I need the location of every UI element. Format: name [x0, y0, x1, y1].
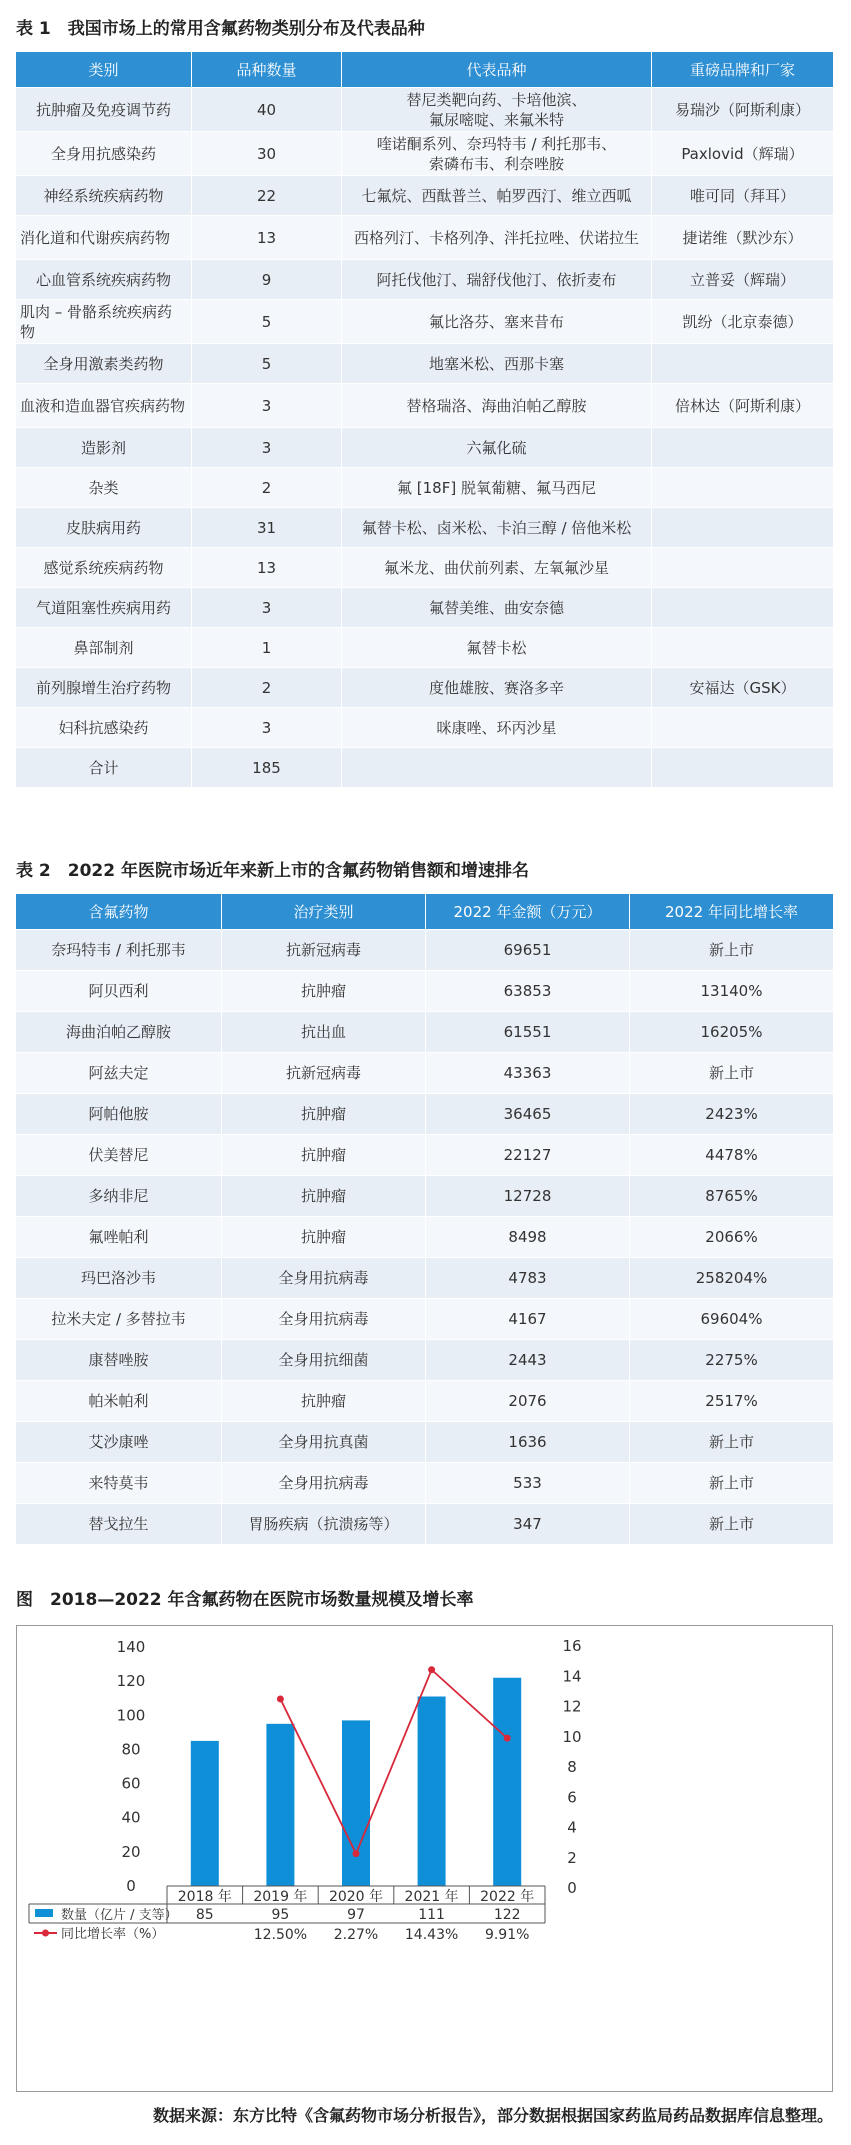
category-cell: 肌肉 – 骨骼系统疾病药物: [16, 299, 192, 343]
count-cell: 13: [192, 215, 342, 259]
y-right-tick-label: 8: [567, 1758, 577, 1776]
table-row: [16, 1421, 833, 1462]
table-row: [16, 1052, 833, 1093]
table-cell: 多纳非尼: [16, 1175, 222, 1216]
category-cell: 鼻部制剂: [16, 627, 192, 667]
table-cell: 258204%: [630, 1257, 833, 1298]
table-cell: 533: [426, 1462, 630, 1503]
table-cell: 抗肿瘤: [222, 1093, 426, 1134]
table-cell: 12728: [426, 1175, 630, 1216]
table-cell: 玛巴洛沙韦: [16, 1257, 222, 1298]
table-row: [16, 547, 833, 587]
column-header: 重磅品牌和厂家: [652, 52, 833, 87]
y-left-tick-label: 20: [121, 1842, 141, 1861]
y-right-tick-label: 12: [562, 1697, 582, 1716]
representative-cell: 氟米龙、曲伏前列素、左氧氟沙星: [342, 547, 652, 587]
count-cell: 5: [192, 299, 342, 343]
x-tick-label: 2020 年: [328, 1889, 384, 1905]
y-right-tick-label: 2: [567, 1848, 577, 1867]
representative-cell: 七氟烷、西酞普兰、帕罗西汀、维立西呱: [342, 175, 652, 215]
representative-cell: 氟替卡松、卤米松、卡泊三醇 / 倍他米松: [342, 507, 652, 547]
table-cell: 新上市: [630, 1052, 833, 1093]
table-row: [16, 1298, 833, 1339]
table-cell: 奈玛特韦 / 利托那韦: [16, 929, 222, 970]
table-cell: 阿兹夫定: [16, 1052, 222, 1093]
table-cell: 8765%: [630, 1175, 833, 1216]
table-cell: 2443: [426, 1339, 630, 1380]
figure-caption: 图 2018—2022 年含氟药物在医院市场数量规模及增长率: [16, 1590, 474, 1610]
count-cell: 30: [192, 131, 342, 175]
table-row: [16, 1216, 833, 1257]
bar-data-label: 122: [493, 1907, 521, 1923]
table-cell: 氟唑帕利: [16, 1216, 222, 1257]
table-row: [16, 1503, 833, 1544]
growth-point: [428, 1666, 435, 1673]
table-row: [16, 1093, 833, 1134]
table-row: [16, 707, 833, 747]
table-cell: 2076: [426, 1380, 630, 1421]
table-cell: 2066%: [630, 1216, 833, 1257]
table-cell: 艾沙康唑: [16, 1421, 222, 1462]
table-row: [16, 343, 833, 383]
bar-data-label: 95: [271, 1907, 290, 1923]
table-cell: 16205%: [630, 1011, 833, 1052]
line-data-label: 9.91%: [484, 1927, 530, 1943]
table-cell: 69651: [426, 929, 630, 970]
table-row: [16, 383, 833, 427]
y-right-tick-label: 10: [562, 1727, 582, 1746]
category-cell: 杂类: [16, 467, 192, 507]
representative-cell: 度他雄胺、赛洛多辛: [342, 667, 652, 707]
table-cell: 新上市: [630, 929, 833, 970]
table-row: [16, 1462, 833, 1503]
table-row: [16, 299, 833, 343]
representative-cell: 喹诺酮系列、奈玛特韦 / 利托那韦、 索磷布韦、利奈唑胺: [342, 131, 652, 175]
column-header: 含氟药物: [16, 894, 222, 929]
table-row: [16, 1339, 833, 1380]
category-cell: 造影剂: [16, 427, 192, 467]
representative-cell: 氟替美维、曲安奈德: [342, 587, 652, 627]
table-cell: 4478%: [630, 1134, 833, 1175]
brand-cell: 捷诺维（默沙东）: [652, 215, 833, 259]
x-tick-label: 2021 年: [404, 1889, 459, 1905]
table-cell: 抗肿瘤: [222, 970, 426, 1011]
table-cell: 全身用抗病毒: [222, 1462, 426, 1503]
table1-caption: 表 1 我国市场上的常用含氟药物类别分布及代表品种: [16, 19, 425, 39]
y-right-tick-label: 4: [567, 1818, 577, 1837]
table-cell: 全身用抗病毒: [222, 1257, 426, 1298]
x-tick-label: 2019 年: [253, 1889, 308, 1905]
table-row: [16, 1175, 833, 1216]
table-cell: 替戈拉生: [16, 1503, 222, 1544]
y-left-tick-label: 140: [116, 1638, 146, 1656]
brand-cell: 安福达（GSK）: [652, 667, 833, 707]
bar-data-label: 111: [418, 1907, 445, 1923]
category-cell: 全身用抗感染药: [16, 131, 192, 175]
table-row: [16, 1380, 833, 1421]
growth-point: [504, 1735, 511, 1742]
column-header: 2022 年同比增长率: [630, 894, 833, 929]
table-cell: 2423%: [630, 1093, 833, 1134]
table-cell: 2517%: [630, 1380, 833, 1421]
brand-cell: 立普妥（辉瑞）: [652, 259, 833, 299]
count-cell: 31: [192, 507, 342, 547]
table-cell: 新上市: [630, 1421, 833, 1462]
legend-line-label: 同比增长率（%）: [61, 1927, 165, 1942]
table-cell: 8498: [426, 1216, 630, 1257]
category-cell: 气道阻塞性疾病用药: [16, 587, 192, 627]
bar: [418, 1697, 446, 1886]
count-cell: 13: [192, 547, 342, 587]
table-row: [16, 215, 833, 259]
count-cell: 3: [192, 383, 342, 427]
table-cell: 阿帕他胺: [16, 1093, 222, 1134]
column-header: 2022 年金额（万元）: [426, 894, 630, 929]
growth-point: [277, 1695, 284, 1702]
category-cell: 神经系统疾病药物: [16, 175, 192, 215]
table-row: [16, 587, 833, 627]
growth-point: [353, 1850, 360, 1857]
column-header: 代表品种: [342, 52, 652, 87]
count-cell: 9: [192, 259, 342, 299]
y-left-tick-label: 120: [116, 1672, 146, 1691]
table-cell: 13140%: [630, 970, 833, 1011]
y-left-tick-label: 0: [126, 1877, 136, 1895]
table-cell: 阿贝西利: [16, 970, 222, 1011]
table-row: [16, 467, 833, 507]
table-cell: 69604%: [630, 1298, 833, 1339]
line-data-label: 12.50%: [253, 1927, 308, 1943]
brand-cell: [652, 587, 833, 627]
bar-data-label: 97: [347, 1907, 365, 1923]
table-cell: 4783: [426, 1257, 630, 1298]
brand-cell: Paxlovid（辉瑞）: [652, 131, 833, 175]
representative-cell: 氟替卡松: [342, 627, 652, 667]
y-left-tick-label: 80: [121, 1740, 141, 1759]
category-cell: 合计: [16, 747, 192, 787]
y-left-tick-label: 60: [121, 1774, 141, 1793]
representative-cell: 氟比洛芬、塞来昔布: [342, 299, 652, 343]
table-cell: 1636: [426, 1421, 630, 1462]
legend-line-marker: [42, 1930, 49, 1937]
table-cell: 全身用抗细菌: [222, 1339, 426, 1380]
column-header: 治疗类别: [222, 894, 426, 929]
column-header: 类别: [16, 52, 192, 87]
table-row: [16, 87, 833, 131]
count-cell: 185: [192, 747, 342, 787]
header-row: [16, 894, 833, 929]
table-cell: 抗肿瘤: [222, 1134, 426, 1175]
bar: [266, 1724, 294, 1886]
line-data-label: 2.27%: [333, 1927, 379, 1943]
legend-bar-label: 数量（亿片 / 支等）: [61, 1908, 178, 1923]
table-row: [16, 1011, 833, 1052]
x-tick-label: 2022 年: [480, 1889, 535, 1905]
table-cell: 抗新冠病毒: [222, 929, 426, 970]
table-cell: 海曲泊帕乙醇胺: [16, 1011, 222, 1052]
bar: [191, 1741, 219, 1886]
table-cell: 抗出血: [222, 1011, 426, 1052]
source-note: 数据来源：东方比特《含氟药物市场分析报告》，部分数据根据国家药监局药品数据库信息整理。: [152, 2106, 833, 2125]
legend-bar-swatch: [35, 1909, 53, 1917]
table-row: [16, 970, 833, 1011]
representative-cell: 替格瑞洛、海曲泊帕乙醇胺: [342, 383, 652, 427]
bar-data-label: 85: [195, 1907, 214, 1923]
brand-cell: [652, 343, 833, 383]
bar: [493, 1678, 521, 1886]
growth-line: [280, 1670, 507, 1854]
table-row: [16, 131, 833, 175]
brand-cell: [652, 627, 833, 667]
count-cell: 3: [192, 587, 342, 627]
category-cell: 抗肿瘤及免疫调节药: [16, 87, 192, 131]
table-row: [16, 1134, 833, 1175]
table-cell: 康替唑胺: [16, 1339, 222, 1380]
count-cell: 1: [192, 627, 342, 667]
category-cell: 心血管系统疾病药物: [16, 259, 192, 299]
table-row: [16, 1257, 833, 1298]
line-data-label: 14.43%: [404, 1927, 459, 1943]
table-cell: 43363: [426, 1052, 630, 1093]
table-row: [16, 627, 833, 667]
bar-line-chart: [17, 1626, 832, 2091]
x-tick-label: 2018 年: [177, 1889, 232, 1905]
representative-cell: [342, 747, 652, 787]
table-cell: 61551: [426, 1011, 630, 1052]
table2-caption: 表 2 2022 年医院市场近年来新上市的含氟药物销售额和增速排名: [16, 861, 529, 881]
bar: [342, 1720, 370, 1886]
chart-container: [16, 1625, 833, 2092]
category-cell: 血液和造血器官疾病药物: [16, 383, 192, 427]
table-cell: 36465: [426, 1093, 630, 1134]
brand-cell: [652, 427, 833, 467]
y-right-tick-label: 16: [562, 1637, 582, 1655]
column-header: 品种数量: [192, 52, 342, 87]
table-cell: 伏美替尼: [16, 1134, 222, 1175]
y-left-tick-label: 100: [116, 1706, 146, 1725]
table-cell: 2275%: [630, 1339, 833, 1380]
brand-cell: 唯可同（拜耳）: [652, 175, 833, 215]
brand-cell: [652, 467, 833, 507]
table-cell: 全身用抗真菌: [222, 1421, 426, 1462]
table-cell: 帕米帕利: [16, 1380, 222, 1421]
table-cell: 347: [426, 1503, 630, 1544]
table-cell: 抗肿瘤: [222, 1175, 426, 1216]
category-cell: 全身用激素类药物: [16, 343, 192, 383]
table-cell: 22127: [426, 1134, 630, 1175]
representative-cell: 咪康唑、环丙沙星: [342, 707, 652, 747]
representative-cell: 西格列汀、卡格列净、泮托拉唑、伏诺拉生: [342, 215, 652, 259]
table-cell: 胃肠疾病（抗溃疡等）: [222, 1503, 426, 1544]
table-row: [16, 747, 833, 787]
category-cell: 消化道和代谢疾病药物: [16, 215, 192, 259]
table-cell: 来特莫韦: [16, 1462, 222, 1503]
category-cell: 感觉系统疾病药物: [16, 547, 192, 587]
category-cell: 皮肤病用药: [16, 507, 192, 547]
y-left-tick-label: 40: [121, 1808, 141, 1827]
y-right-tick-label: 6: [567, 1788, 577, 1807]
y-right-tick-label: 14: [562, 1667, 582, 1686]
category-cell: 妇科抗感染药: [16, 707, 192, 747]
table-row: [16, 175, 833, 215]
category-cell: 前列腺增生治疗药物: [16, 667, 192, 707]
representative-cell: 阿托伐他汀、瑞舒伐他汀、依折麦布: [342, 259, 652, 299]
table-cell: 63853: [426, 970, 630, 1011]
count-cell: 5: [192, 343, 342, 383]
table-row: [16, 259, 833, 299]
brand-cell: 倍林达（阿斯利康）: [652, 383, 833, 427]
table-cell: 抗新冠病毒: [222, 1052, 426, 1093]
count-cell: 3: [192, 427, 342, 467]
count-cell: 2: [192, 467, 342, 507]
table-cell: 抗肿瘤: [222, 1380, 426, 1421]
brand-cell: 凯纷（北京泰德）: [652, 299, 833, 343]
brand-cell: [652, 507, 833, 547]
brand-cell: 易瑞沙（阿斯利康）: [652, 87, 833, 131]
table-cell: 4167: [426, 1298, 630, 1339]
count-cell: 3: [192, 707, 342, 747]
representative-cell: 六氟化硫: [342, 427, 652, 467]
table-row: [16, 507, 833, 547]
header-row: [16, 52, 833, 87]
table1: [16, 52, 833, 787]
y-right-tick-label: 0: [567, 1879, 577, 1897]
table-cell: 拉米夫定 / 多替拉韦: [16, 1298, 222, 1339]
table-row: [16, 427, 833, 467]
table-row: [16, 929, 833, 970]
table2: [16, 894, 833, 1544]
representative-cell: 替尼类靶向药、卡培他滨、 氟尿嘧啶、来氟米特: [342, 87, 652, 131]
table-cell: 新上市: [630, 1462, 833, 1503]
brand-cell: [652, 747, 833, 787]
table-row: [16, 667, 833, 707]
table-cell: 全身用抗病毒: [222, 1298, 426, 1339]
representative-cell: 地塞米松、西那卡塞: [342, 343, 652, 383]
count-cell: 40: [192, 87, 342, 131]
brand-cell: [652, 707, 833, 747]
table-cell: 抗肿瘤: [222, 1216, 426, 1257]
table-cell: 新上市: [630, 1503, 833, 1544]
representative-cell: 氟 [18F] 脱氧葡糖、氟马西尼: [342, 467, 652, 507]
count-cell: 22: [192, 175, 342, 215]
brand-cell: [652, 547, 833, 587]
count-cell: 2: [192, 667, 342, 707]
